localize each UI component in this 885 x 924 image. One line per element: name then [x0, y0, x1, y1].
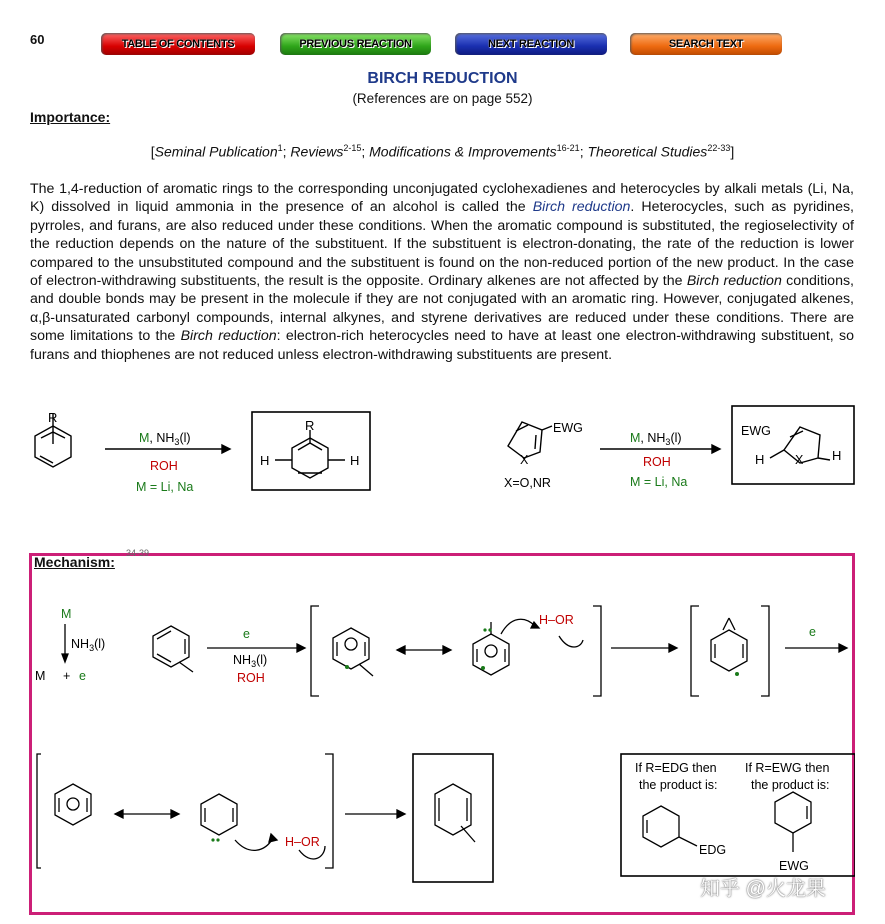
scheme-h-3: H [755, 452, 765, 467]
mech-nh3: $NH_3(l)$ [71, 637, 106, 653]
scheme-h-4: H [832, 448, 842, 463]
previous-reaction-button[interactable]: PREVIOUS REACTION [280, 33, 431, 55]
ref-reviews[interactable]: Reviews [290, 143, 344, 160]
page-title: BIRCH REDUCTION [367, 70, 518, 87]
mech-edg-label: EDG [699, 843, 727, 857]
mech-plus: + [63, 669, 71, 683]
page-number: 60 [30, 32, 45, 47]
ref-seminal-sup: 1 [277, 143, 283, 153]
scheme-roh: ROH [150, 459, 178, 473]
mech-roh: ROH [237, 671, 265, 685]
mechanism-heading: Mechanism: [34, 554, 115, 570]
scheme-metal-eq: M = Li, Na [136, 480, 194, 494]
birch-link-1[interactable]: Birch reduction [532, 199, 631, 216]
body-text-2: . Heterocycles, such as pyridines, pyrroles, and furans, are also reduced under these conditions. When the aromatic compound is substituted, the regioselectivity of the reduction depends on the nature of the substituent. If the substituent is electron-donating, the rate of the reduction is lower compared to the unsubstituted compound and the substituent is found on the non-reduced portion of the new product. In the case of electron-withdrawing substituents, the result is the opposite. Ordinary alkenes are not affected by the [30, 199, 854, 290]
scheme-x-1: X [520, 453, 529, 467]
mech-nh3-2: $NH_3(l)$ [233, 653, 268, 669]
importance-heading: Importance: [30, 109, 111, 125]
scheme-r-1: R [48, 410, 58, 425]
birch-term-3: Birch reduction [180, 328, 277, 345]
next-reaction-button[interactable]: NEXT REACTION [455, 33, 607, 55]
body-text-3: conditions, and double bonds may be present in the molecule if they are not conjugated with an aromatic ring. However, conjugated alkenes, α,β-unsaturated carbonyl compounds, internal alkynes, and styrene derivatives are reduced under these conditions. There are some limitations to the [30, 273, 854, 345]
scheme-ewg-2: EWG [741, 424, 771, 438]
mech-hor-2: H–OR [285, 835, 320, 849]
mech-electron-2: e [243, 627, 250, 641]
table-of-contents-button[interactable]: TABLE OF CONTENTS [101, 33, 255, 55]
scheme-reagent-m: M, $NH_3(l)$ [139, 431, 191, 447]
ref-reviews-sup: 2-15 [343, 143, 362, 153]
mechanism-diagram [29, 556, 855, 912]
body-text-4: : electron-rich heterocycles need to have at least one electron-withdrawing substituent, so furans and thiophenes are not reduced unless electron-withdrawing substituents are present. [30, 328, 855, 363]
mech-if-ewg-2: the product is: [751, 778, 830, 792]
scheme-r-2: R [305, 418, 315, 433]
importance-paragraph [30, 180, 854, 364]
mech-ewg-label: EWG [779, 859, 809, 873]
mech-m: M [61, 607, 72, 621]
scheme-reagent-m-2: M, $NH_3(l)$ [630, 431, 682, 447]
scheme-x-eq: X=O,NR [504, 476, 551, 490]
ref-theory[interactable]: Theoretical Studies [587, 143, 708, 160]
scheme-h-right: H [350, 453, 360, 468]
ref-modifications[interactable]: Modifications & Improvements [369, 143, 557, 160]
scheme-roh-2: ROH [643, 455, 671, 469]
page-subtitle: (References are on page 552) [352, 91, 533, 106]
body-text-1: The 1,4-reduction of aromatic rings to the corresponding unconjugated cyclohexadienes and heterocycles by alkali metals (Li, Na, K) dissolved in liquid ammonia in the presence of an alcohol is called the [30, 181, 854, 216]
ref-mods-sup: 16-21 [556, 143, 580, 153]
mech-if-edg-1: If R=EDG then [635, 761, 717, 775]
ref-seminal[interactable]: Seminal Publication [154, 143, 278, 160]
reference-summary: [Seminal Publication$^1$; Reviews$^{2-15}$; Modifications & Improvements$^{16-21}$; Theoretical Studies$^{22-33}$] [150, 143, 735, 160]
general-scheme [0, 400, 885, 550]
mech-hor-1: H–OR [539, 613, 574, 627]
watermark: 知乎 @火龙果 [700, 878, 826, 900]
mech-if-ewg-1: If R=EWG then [745, 761, 830, 775]
scheme-metal-eq-2: M = Li, Na [630, 475, 688, 489]
ref-theory-sup: 22-33 [707, 143, 731, 153]
mech-electron: e [79, 669, 86, 683]
birch-term-2: Birch reduction [686, 273, 782, 290]
mech-m-plus: M [35, 669, 46, 683]
scheme-ewg-1: EWG [553, 421, 583, 435]
mechanism-refs: 34-39 [126, 548, 150, 558]
scheme-x-2: X [795, 453, 804, 467]
search-text-button[interactable]: SEARCH TEXT [630, 33, 782, 55]
mech-electron-3: e [809, 625, 816, 639]
scheme-h-left: H [260, 453, 270, 468]
mech-if-edg-2: the product is: [639, 778, 718, 792]
